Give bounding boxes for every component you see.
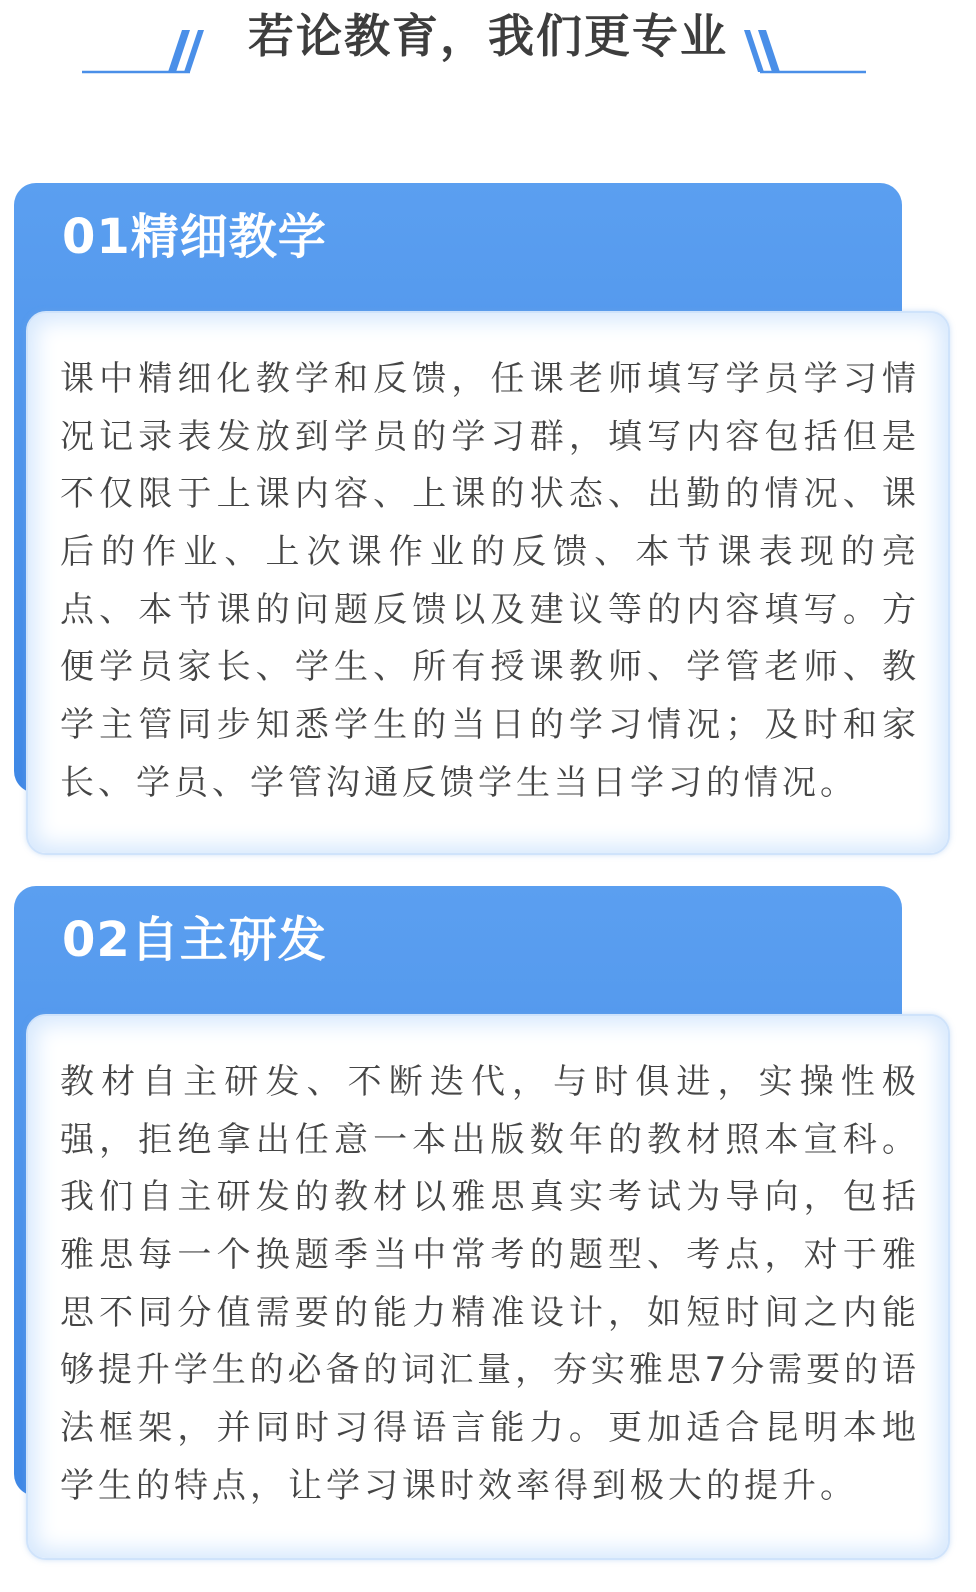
paragraph-line: 学生的特点，让学习课时效率得到极大的提升。	[60, 1465, 858, 1506]
paragraph-line: 便 学 员 家 长 、 学 生 、 所 有 授 课 教 师 、 学 管 老 师 、 教	[60, 647, 916, 688]
page-title: 若论教育，我们更专业	[248, 9, 728, 63]
paragraph-line: 后 的 作 业 、 上 次 课 作 业 的 反 馈 、 本 节 课 表 现 的 亮	[60, 532, 916, 573]
paragraph-line: 强 ， 拒 绝 拿 出 任 意 一 本 出 版 数 年 的 教 材 照 本 宣 科 。	[60, 1119, 916, 1160]
right-slash-decoration-icon	[668, 14, 868, 84]
paragraph-line: 学 主 管 同 步 知 悉 学 生 的 当 日 的 学 习 情 况 ； 及 时 和 家	[60, 705, 916, 746]
section-content-card	[26, 311, 950, 855]
paragraph-line: 教 材 自 主 研 发 、 不 断 迭 代 ， 与 时 俱 进 ， 实 操 性 极	[60, 1062, 916, 1102]
section-content-card	[26, 1014, 950, 1560]
paragraph-line: 点 、 本 节 课 的 问 题 反 馈 以 及 建 议 等 的 内 容 填 写 。 方	[60, 589, 916, 630]
paragraph-line: 况 记 录 表 发 放 到 学 员 的 学 习 群 ， 填 写 内 容 包 括 但 是	[60, 416, 916, 457]
section-paragraph	[60, 351, 916, 813]
section-fine-teaching	[0, 183, 976, 865]
section-independent-rd	[0, 886, 976, 1576]
paragraph-line: 我 们 自 主 研 发 的 教 材 以 雅 思 真 实 考 试 为 导 向 ， 包 括	[60, 1177, 916, 1218]
section-paragraph	[60, 1054, 916, 1516]
paragraph-line: 雅 思 每 一 个 换 题 季 当 中 常 考 的 题 型 、 考 点 ， 对 于 雅	[60, 1235, 916, 1276]
paragraph-line: 长、学员、学管沟通反馈学生当日学习的情况。	[60, 762, 858, 803]
section-title: 01精细教学	[62, 209, 327, 265]
paragraph-line: 够 提 升 学 生 的 必 备 的 词 汇 量 ， 夯 实 雅 思 7 分 需 要 的 语	[60, 1350, 916, 1391]
page-header	[0, 0, 976, 110]
paragraph-line: 不 仅 限 于 上 课 内 容 、 上 课 的 状 态 、 出 勤 的 情 况 、 课	[60, 474, 916, 515]
section-title: 02自主研发	[62, 912, 327, 968]
paragraph-line: 法 框 架 ， 并 同 时 习 得 语 言 能 力 。 更 加 适 合 昆 明 本 地	[60, 1408, 916, 1449]
paragraph-line: 思 不 同 分 值 需 要 的 能 力 精 准 设 计 ， 如 短 时 间 之 内 能	[60, 1292, 916, 1333]
paragraph-line: 课 中 精 细 化 教 学 和 反 馈 ， 任 课 老 师 填 写 学 员 学 习 情	[60, 359, 916, 399]
